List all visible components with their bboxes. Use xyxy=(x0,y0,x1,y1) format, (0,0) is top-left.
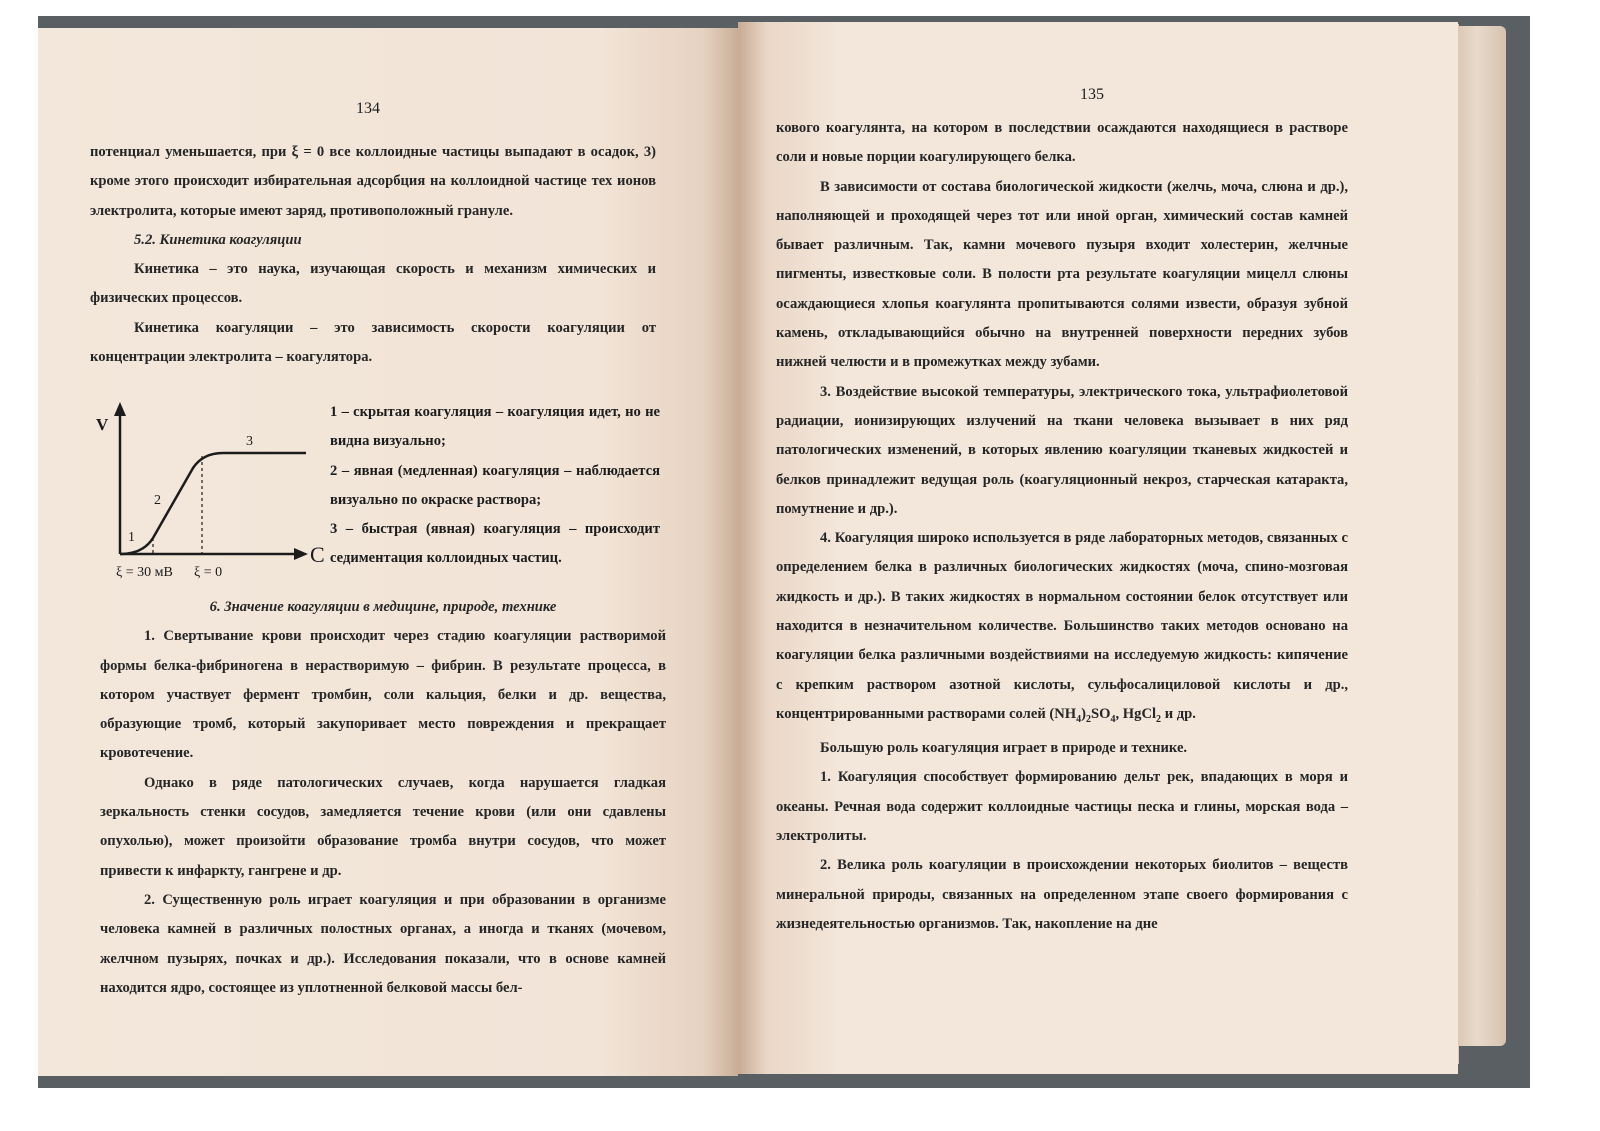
right-paragraph-4-text: 4. Коагуляция широко используется в ряде лабораторных методов, связанных с определением белка в различных биологических жидкостях (моча, спино-мозговая жидкость и др.). В таких жидкостях в нормальном состоянии белок отсутствует или находится в незначительном количестве. Большинство таких методов основано на коагуляции белка различными воздействиями на исследуемую жидкость: кипячение с крепким раствором азотной кислоты, сульфосалициловой кислоты и др., концентрированными растворами солей xyxy=(776,530,1348,722)
x-tick-zeta-30: ξ = 30 мВ xyxy=(116,565,173,580)
right-paragraph-1: кового коагулянта, на котором в последствии осаждаются находящиеся в растворе соли и новые порции коагулирующего белка. xyxy=(776,120,1348,166)
left-text-bottom xyxy=(100,593,666,1003)
formula-sub-b: 2 xyxy=(1086,713,1092,725)
legend-item-2: 2 – явная (медленная) коагуляция – наблюдается визуально по окраске раствора; xyxy=(330,462,660,508)
x-axis-arrow xyxy=(294,548,308,560)
right-paragraph-2: В зависимости от состава биологической жидкости (желчь, моча, слюна и др.), наполняющей и проходящей через тот или иной орган, химический состав камней бывает различным. Так, камни мочевого пузыря входит холестерин, желчные пигменты, известковые соли. В полости рта результате коагуляции мицелл слюны осаждающиеся хлопья коагулянта пропитываются солями извести, образуя зубной камень, откладывающийся обычно на внутренней поверхности передних зубов нижней челюсти и в промежутках между зубами. xyxy=(776,178,1348,371)
book-back-cover xyxy=(1458,26,1506,1046)
left-paragraph-6: 2. Существенную роль играет коагуляция и при образовании в организме человека камней в различных полостных органах, а иногда и тканях (мочевом, желчном пузырях, почках и др.). Исследования показали, что в основе камней находится ядро, состоящее из уплотненной белковой массы бел- xyxy=(100,891,666,996)
x-tick-zeta-0: ξ = 0 xyxy=(194,565,223,580)
scanned-book-spread xyxy=(38,16,1530,1088)
region-label-1: 1 xyxy=(128,530,135,545)
section-heading-6: 6. Значение коагуляции в медицине, природе, технике xyxy=(209,599,557,615)
left-paragraph-4: 1. Свертывание крови происходит через стадию коагуляции растворимой формы белка-фибриногена в нерастворимую – фибрин. В результате процесса, в котором участвует фермент тромбин, соли кальция, белки и др. вещества, образующие тромб, который закупоривает место повреждения и прекращает кровотечение. xyxy=(100,628,666,762)
legend-item-1: 1 – скрытая коагуляция – коагуляция идет, но не видна визуально; xyxy=(330,404,660,450)
left-paragraph-2: Кинетика – это наука, изучающая скорость и механизм химических и физических процессов. xyxy=(90,261,656,307)
left-page-number: 134 xyxy=(356,100,380,117)
right-paragraph-6: 1. Коагуляция способствует формированию дельт рек, впадающих в моря и океаны. Речная вода содержит коллоидные частицы песка и глины, морская вода – электролиты. xyxy=(776,769,1348,845)
formula-part-c: SO xyxy=(1091,705,1111,722)
right-page-number: 135 xyxy=(1080,86,1104,103)
left-text-top xyxy=(90,138,656,372)
formula-part-d: , HgCl xyxy=(1115,705,1157,722)
kinetics-curve xyxy=(120,453,306,554)
formula-part-a: (NH xyxy=(1049,705,1077,722)
region-label-3: 3 xyxy=(246,434,253,449)
formula-sub-a: 4 xyxy=(1076,713,1082,725)
formula-sub-c: 4 xyxy=(1110,713,1116,725)
x-axis-label: C xyxy=(310,542,325,567)
right-paragraph-7: 2. Велика роль коагуляции в происхождении некоторых биолитов – веществ минеральной природы, связанных на определенном этапе своего формирования с жизнедеятельностью организмов. Так, накопление на дне xyxy=(776,857,1348,932)
left-page xyxy=(38,28,738,1076)
right-paragraph-4 xyxy=(776,524,1348,734)
section-heading-5-2: 5.2. Кинетика коагуляции xyxy=(134,231,302,248)
y-axis-arrow xyxy=(114,402,126,416)
figure-legend xyxy=(330,398,660,574)
coagulation-kinetics-figure xyxy=(98,398,668,598)
region-label-2: 2 xyxy=(154,493,161,508)
left-paragraph-5: Однако в ряде патологических случаев, когда нарушается гладкая зеркальность стенки сосудов, замедляется течение крови (или они сдавлены опухолью), может произойти образование тромба внутри сосудов, что может привести к инфаркту, гангрене и др. xyxy=(100,774,666,879)
formula-part-e: и др. xyxy=(1161,705,1196,722)
kinetics-graph xyxy=(98,398,338,583)
right-page xyxy=(738,22,1458,1074)
y-axis-label: V xyxy=(96,415,109,434)
chemical-formula xyxy=(1049,705,1196,725)
right-text xyxy=(776,114,1348,939)
formula-part-b: ) xyxy=(1081,705,1087,722)
formula-sub-d: 2 xyxy=(1156,713,1162,725)
legend-item-3: 3 – быстрая (явная) коагуляция – происходит седиментация коллоидных частиц. xyxy=(330,521,660,567)
right-paragraph-5: Большую роль коагуляция играет в природе и технике. xyxy=(820,740,1188,757)
right-paragraph-3: 3. Воздействие высокой температуры, электрического тока, ультрафиолетовой радиации, ионизирующих излучений на ткани человека вызывает в них ряд патологических изменений, в которых явлению коагуляции тканевых жидкостей и белков принадлежит ведущая роль (коагуляционный некроз, старческая катаракта, помутнение и др.). xyxy=(776,383,1348,517)
left-paragraph-3: Кинетика коагуляции – это зависимость скорости коагуляции от концентрации электролита – коагулятора. xyxy=(90,319,656,366)
left-paragraph-1: потенциал уменьшается, при ξ = 0 все коллоидные частицы выпадают в осадок, 3) кроме этого происходит избирательная адсорбция на коллоидной частице тех ионов электролита, которые имеют заряд, противоположный грануле. xyxy=(90,144,656,219)
